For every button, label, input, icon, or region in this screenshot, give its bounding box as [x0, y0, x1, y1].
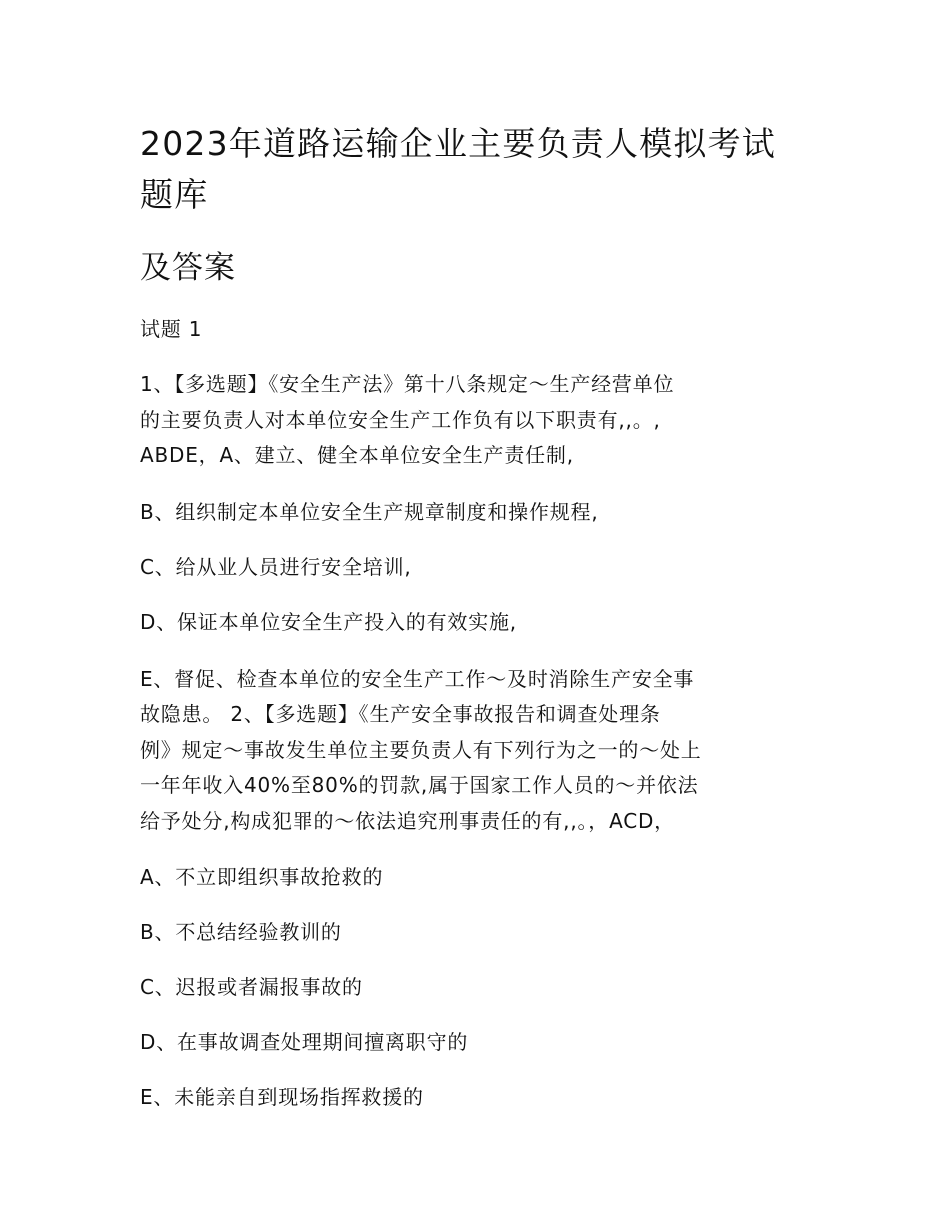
paragraph-q2-e [140, 1082, 810, 1113]
paragraph-q1 [140, 367, 810, 474]
paragraph-q1-c [140, 552, 810, 583]
text-line: E、未能亲自到现场指挥救援的 [140, 1085, 424, 1109]
text-line: 的主要负责人对本单位安全生产工作负有以下职责有,,。, [140, 407, 661, 432]
section-label: 试题 1 [140, 317, 203, 341]
text-line: 一年年收入40%至80%的罚款,属于国家工作人员的～并依法 [140, 773, 699, 797]
paragraph-q2-b [140, 917, 810, 948]
paragraph-q2-a [140, 862, 810, 893]
text-line: D、保证本单位安全生产投入的有效实施, [140, 609, 517, 634]
text-line: 例》规定～事故发生单位主要负责人有下列行为之一的～处上 [140, 737, 702, 762]
text-line: B、不总结经验教训的 [140, 920, 342, 944]
text-line: 故隐患。 2、【多选题】《生产安全事故报告和调查处理条 [140, 702, 661, 726]
paragraph-q1-d [140, 607, 810, 638]
text-line: C、给从业人员进行安全培训, [140, 554, 412, 579]
document-title [140, 118, 810, 220]
text-line: D、在事故调查处理期间擅离职守的 [140, 1030, 469, 1054]
paragraph-q1-b [140, 497, 810, 528]
paragraph-q1-e-q2 [140, 662, 810, 840]
text-line: B、组织制定本单位安全生产规章制度和操作规程, [140, 499, 599, 524]
title-line-1: 2023年道路运输企业主要负责人模拟考试 [140, 124, 776, 163]
text-line: 给予处分,构成犯罪的～依法追究刑事责任的有,,。，ACD， [140, 808, 675, 833]
question-content [140, 367, 810, 1113]
text-line: ABDE，A、建立、健全本单位安全生产责任制, [140, 443, 574, 467]
text-line: A、不立即组织事故抢救的 [140, 865, 384, 889]
document-subtitle: 及答案 [140, 250, 236, 286]
text-line: 1、【多选题】《安全生产法》第十八条规定～生产经营单位 [140, 372, 675, 396]
text-line: C、迟报或者漏报事故的 [140, 975, 363, 999]
document-page [140, 118, 810, 1137]
text-line: E、督促、检查本单位的安全生产工作～及时消除生产安全事 [140, 666, 695, 691]
paragraph-q2-d [140, 1027, 810, 1058]
title-line-2: 题库 [140, 175, 209, 214]
paragraph-q2-c [140, 972, 810, 1003]
